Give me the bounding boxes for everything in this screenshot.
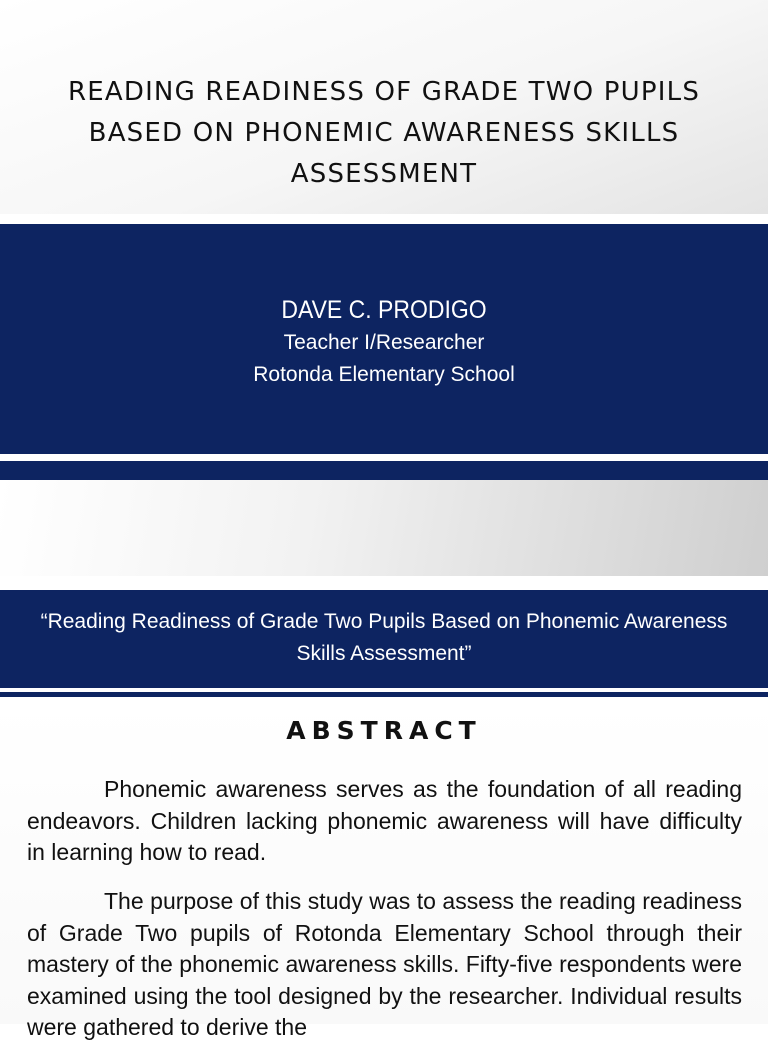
abstract-heading: ABSTRACT bbox=[286, 716, 482, 745]
abstract-paragraph-2: The purpose of this study was to assess the reading readiness of Grade Two pupils of Rotonda Elementary School through their mastery of the phonemic awareness skills. Fifty-five respondents were examined using the tool designed by the researcher. Individual results were gathered to derive the bbox=[27, 888, 742, 1040]
abstract-paragraph-1: Phonemic awareness serves as the foundation of all reading endeavors. Children lacking phonemic awareness will have difficulty in learning how to read. bbox=[27, 776, 742, 865]
quoted-study-title: “Reading Readiness of Grade Two Pupils Based on Phonemic Awareness Skills Assessment” bbox=[40, 610, 728, 665]
author-school: Rotonda Elementary School bbox=[253, 363, 515, 386]
decorative-stripe bbox=[0, 461, 768, 480]
author-role: Teacher I/Researcher bbox=[283, 331, 485, 354]
author-name: DAVE C. PRODIGO bbox=[281, 296, 487, 324]
page-title: READING READINESS OF GRADE TWO PUPILS BASED ON PHONEMIC AWARENESS SKILLS ASSESSMENT bbox=[67, 77, 701, 189]
slide-separator bbox=[0, 480, 768, 576]
decorative-underline bbox=[0, 692, 768, 697]
